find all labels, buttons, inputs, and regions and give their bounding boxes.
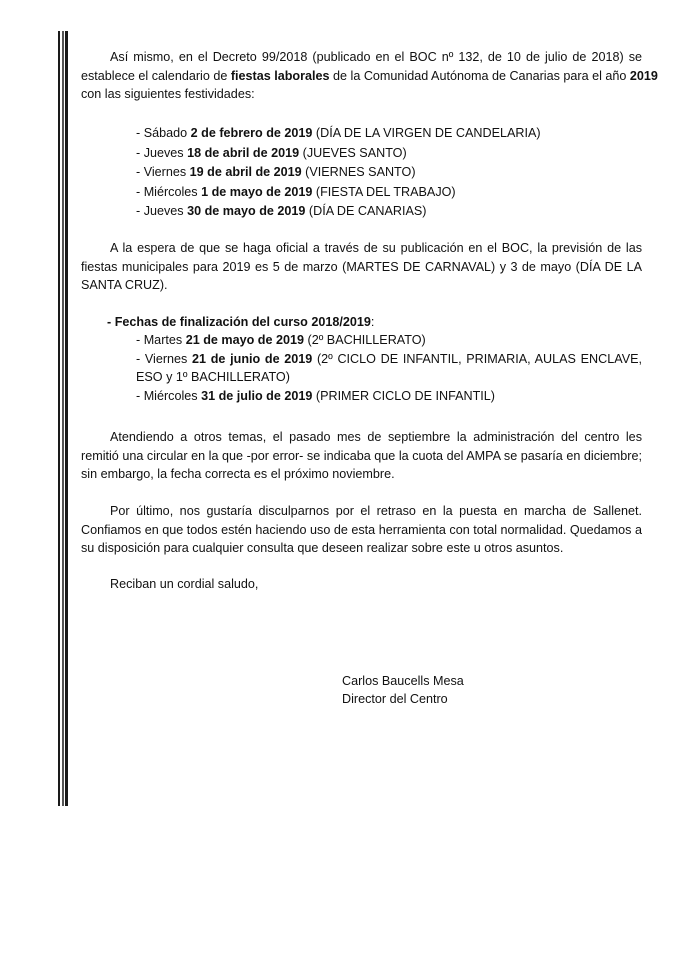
municipal-paragraph: A la espera de que se haga oficial a través de su publicación en el BOC, la previsión de las fiestas municipales para 2019 es 5 de marzo (MARTES DE CARNAVAL) y 3 de mayo (DÍA DE LA SANTA CRUZ). bbox=[81, 241, 642, 292]
intro-line-3: con las siguientes festividades: bbox=[81, 87, 255, 101]
list-item: - Miércoles 31 de julio de 2019 (PRIMER CICLO DE INFANTIL) bbox=[136, 388, 496, 403]
list-item: - Jueves 18 de abril de 2019 (JUEVES SANTO) bbox=[136, 145, 407, 160]
margin-rule bbox=[58, 31, 70, 806]
course-end-title: - Fechas de finalización del curso 2018/2019: bbox=[107, 315, 375, 329]
intro-text-a: establece el calendario de bbox=[81, 68, 231, 83]
intro-paragraph bbox=[81, 48, 658, 104]
intro-emphasis-year: 2019 bbox=[629, 68, 658, 83]
closing-line: Reciban un cordial saludo, bbox=[110, 577, 259, 591]
signature-role: Director del Centro bbox=[342, 692, 448, 707]
apology-paragraph: Por último, nos gustaría disculparnos por el retraso en la puesta en marcha de Sallenet. Confiamos en que todos estén haciendo uso de esta herramienta con total normalidad. Quedamos a su disposición para cualquier consulta que deseen realizar sobre este u otros asuntos. bbox=[81, 504, 642, 555]
list-item: - Martes 21 de mayo de 2019 (2º BACHILLERATO) bbox=[136, 333, 426, 347]
list-item: - Jueves 30 de mayo de 2019 (DÍA DE CANARIAS) bbox=[136, 204, 427, 219]
intro-emphasis-fiestas: fiestas laborales bbox=[230, 68, 330, 83]
list-item: - Viernes 21 de junio de 2019 (2º CICLO DE INFANTIL, PRIMARIA, AULAS ENCLAVE, ESO y 1º BACHILLERATO) bbox=[136, 351, 642, 384]
course-end-list bbox=[136, 331, 642, 405]
list-item: - Miércoles 1 de mayo de 2019 (FIESTA DEL TRABAJO) bbox=[136, 184, 456, 199]
holiday-list bbox=[136, 124, 541, 222]
intro-text-b: de la Comunidad Autónoma de Canarias para el año bbox=[329, 68, 630, 83]
signature-name: Carlos Baucells Mesa bbox=[342, 674, 464, 688]
signature-block bbox=[342, 672, 464, 709]
ampa-paragraph: Atendiendo a otros temas, el pasado mes de septiembre la administración del centro les remitió una circular en la que -por error- se indicaba que la cuota del AMPA se pasaría en diciembre; sin embargo, la fecha correcta es el próximo noviembre. bbox=[81, 430, 642, 481]
list-item: - Viernes 19 de abril de 2019 (VIERNES SANTO) bbox=[136, 165, 416, 180]
intro-line-1: Así mismo, en el Decreto 99/2018 (publicado en el BOC nº 132, de 10 de julio de 2018) se bbox=[110, 50, 642, 64]
list-item: - Sábado 2 de febrero de 2019 (DÍA DE LA VIRGEN DE CANDELARIA) bbox=[136, 126, 541, 140]
